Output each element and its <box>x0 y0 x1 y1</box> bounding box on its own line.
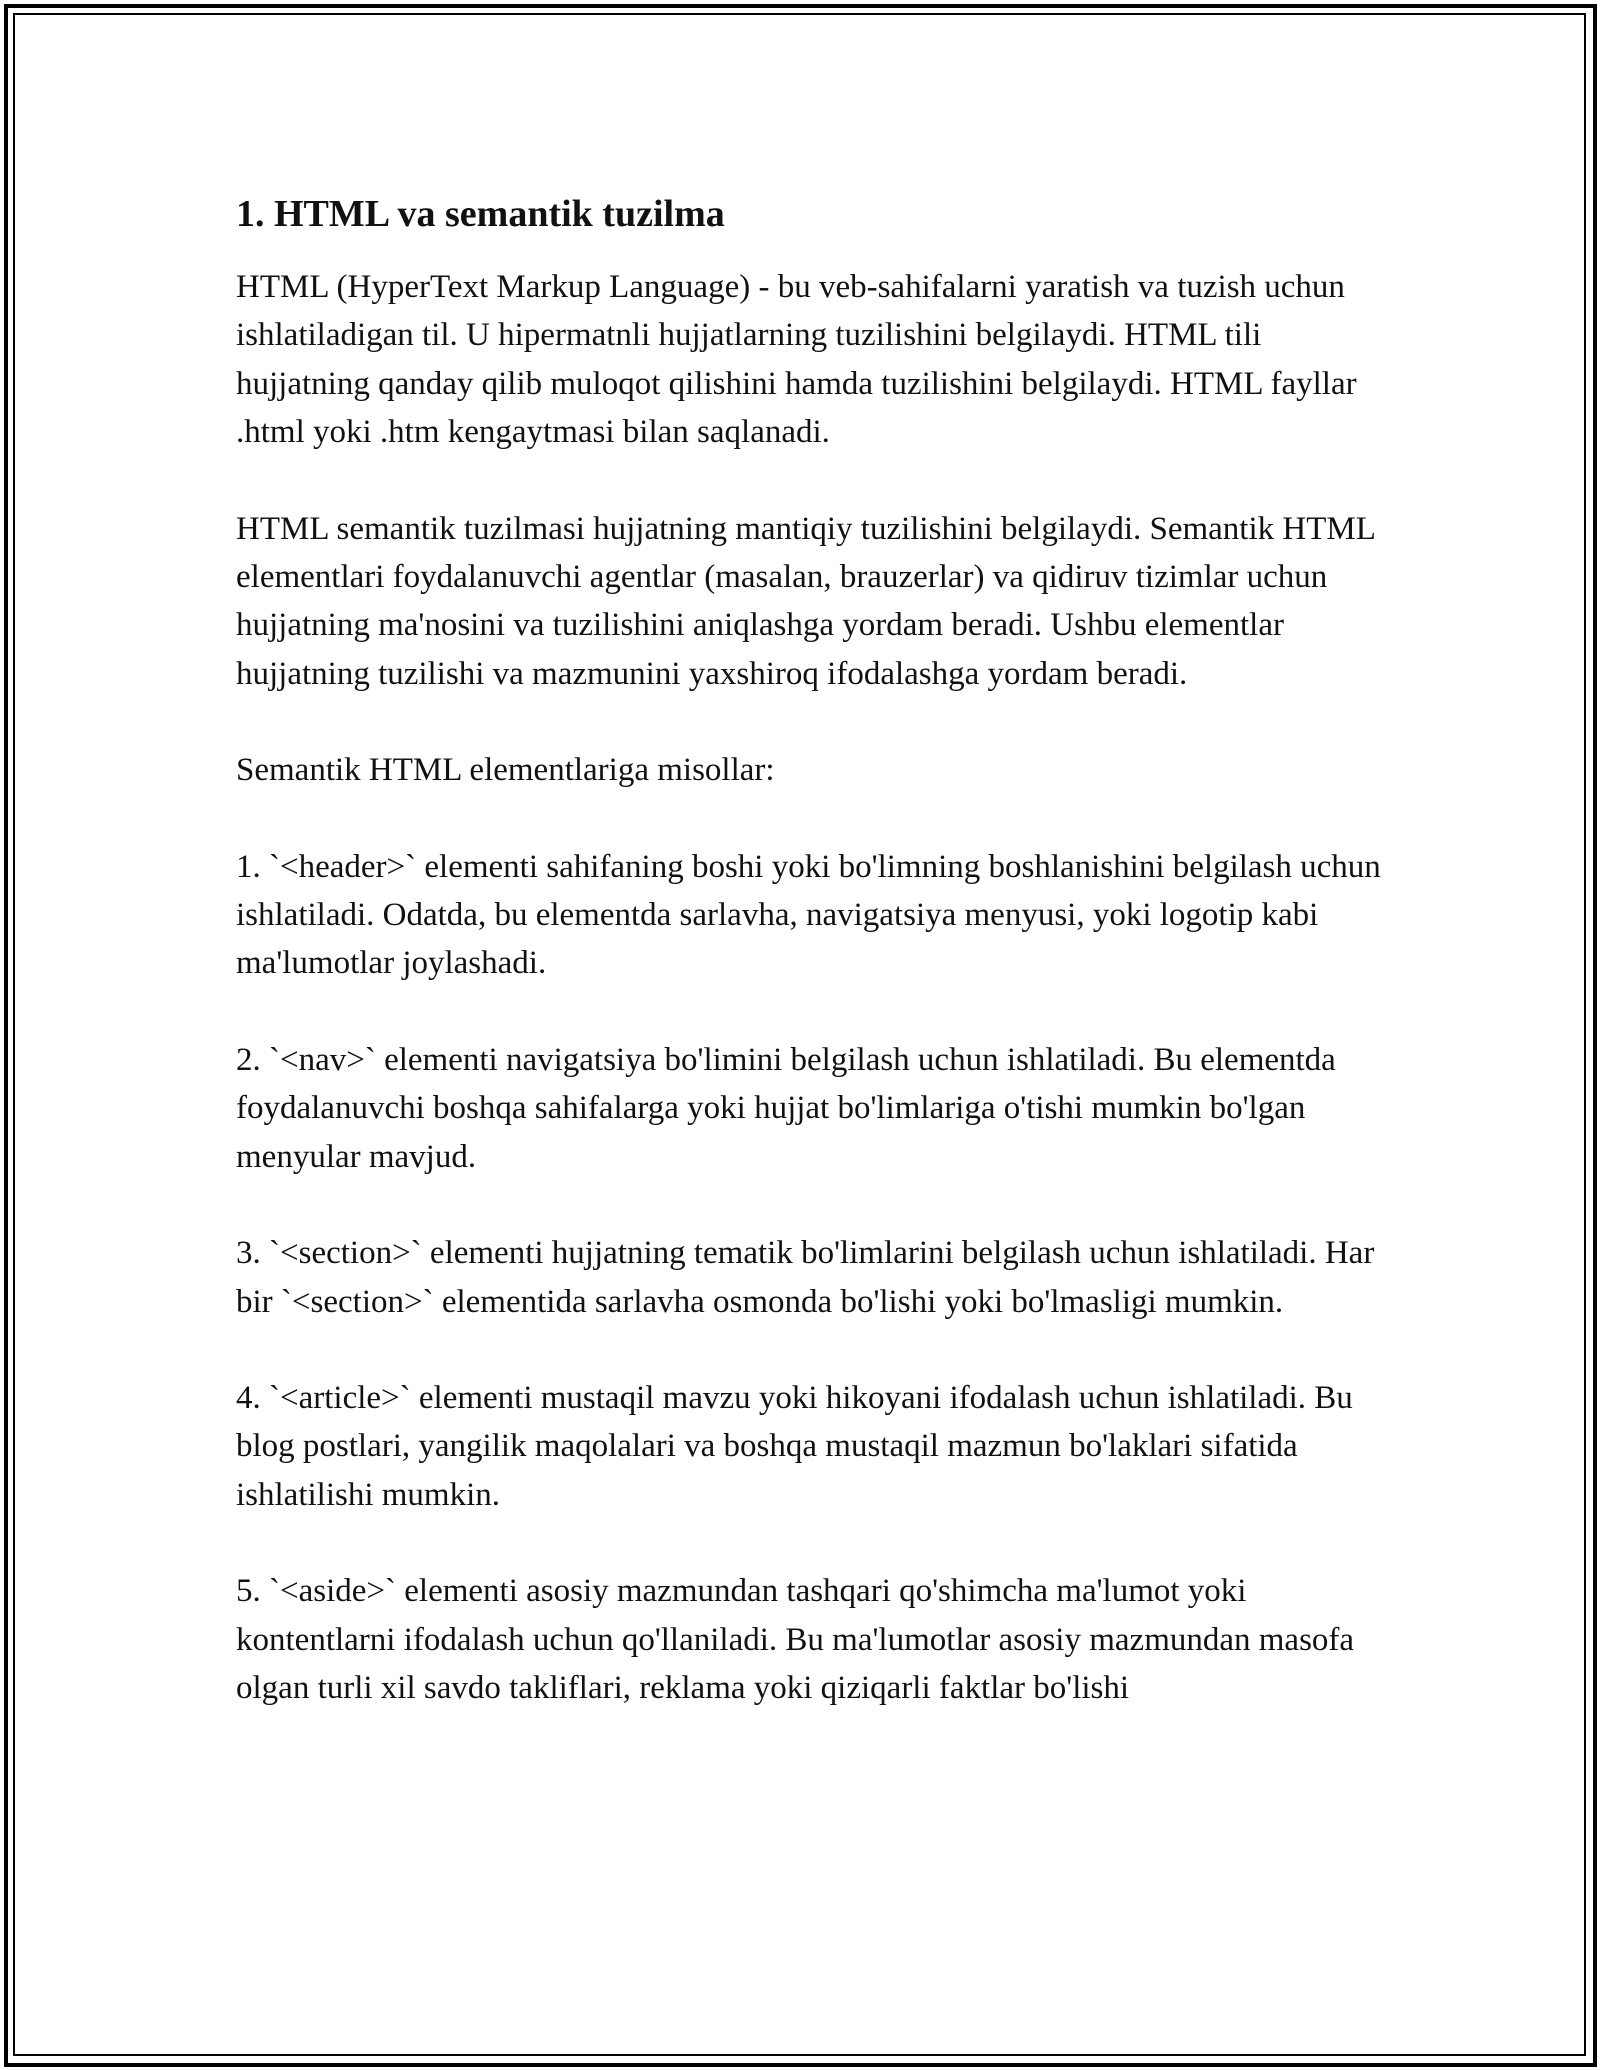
list-item-section: 3. `<section>` elementi hujjatning tematik bo'limlarini belgilash uchun ishlatiladi. Har bir `<section>` elementida sarlavha osmonda bo'lishi yoki bo'lmasligi mumkin. <box>236 1235 1375 1320</box>
section-heading: 1. HTML va semantik tuzilma <box>236 193 725 235</box>
list-item-aside: 5. `<aside>` elementi asosiy mazmundan tashqari qo'shimcha ma'lumot yoki kontentlarni ifodalash uchun qo'llaniladi. Bu ma'lumotlar asosiy mazmundan masofa olgan turli xil savdo takliflari, reklama yoki qiziqarli faktlar bo'lishi <box>236 1573 1355 1706</box>
list-item-nav: 2. `<nav>` elementi navigatsiya bo'limini belgilash uchun ishlatiladi. Bu elementda foydalanuvchi boshqa sahifalarga yoki hujjat bo'limlariga o'tishi mumkin bo'lgan menyular mavjud. <box>236 1041 1336 1175</box>
paragraph-examples-intro: Semantik HTML elementlariga misollar: <box>236 752 775 789</box>
list-item-article: 4. `<article>` elementi mustaqil mavzu yoki hikoyani ifodalash uchun ishlatiladi. Bu blog postlari, yangilik maqolalari va boshqa mustaqil mazmun bo'laklari sifatida ishlatilishi mumkin. <box>236 1379 1353 1513</box>
document-page <box>236 187 1386 1712</box>
list-item-header: 1. `<header>` elementi sahifaning boshi yoki bo'limning boshlanishini belgilash uchun ishlatiladi. Odatda, bu elementda sarlavha, navigatsiya menyusi, yoki logotip kabi ma'lumotlar joylashadi. <box>236 848 1381 982</box>
paragraph-html-intro: HTML (HyperText Markup Language) - bu veb-sahifalarni yaratish va tuzish uchun ishlatiladigan til. U hipermatnli hujjatlarning tuzilishini belgilaydi. HTML tili hujjatning qanday qilib muloqot qilishini hamda tuzilishini belgilaydi. HTML fayllar .html yoki .htm kengaytmasi bilan saqlanadi. <box>236 269 1357 451</box>
paragraph-semantic-structure: HTML semantik tuzilmasi hujjatning mantiqiy tuzilishini belgilaydi. Semantik HTML elementlari foydalanuvchi agentlar (masalan, brauzerlar) va qidiruv tizimlar uchun hujjatning ma'nosini va tuzilishini aniqlashga yordam beradi. Ushbu elementlar hujjatning tuzilishi va mazmunini yaxshiroq ifodalashga yordam beradi. <box>236 510 1375 692</box>
